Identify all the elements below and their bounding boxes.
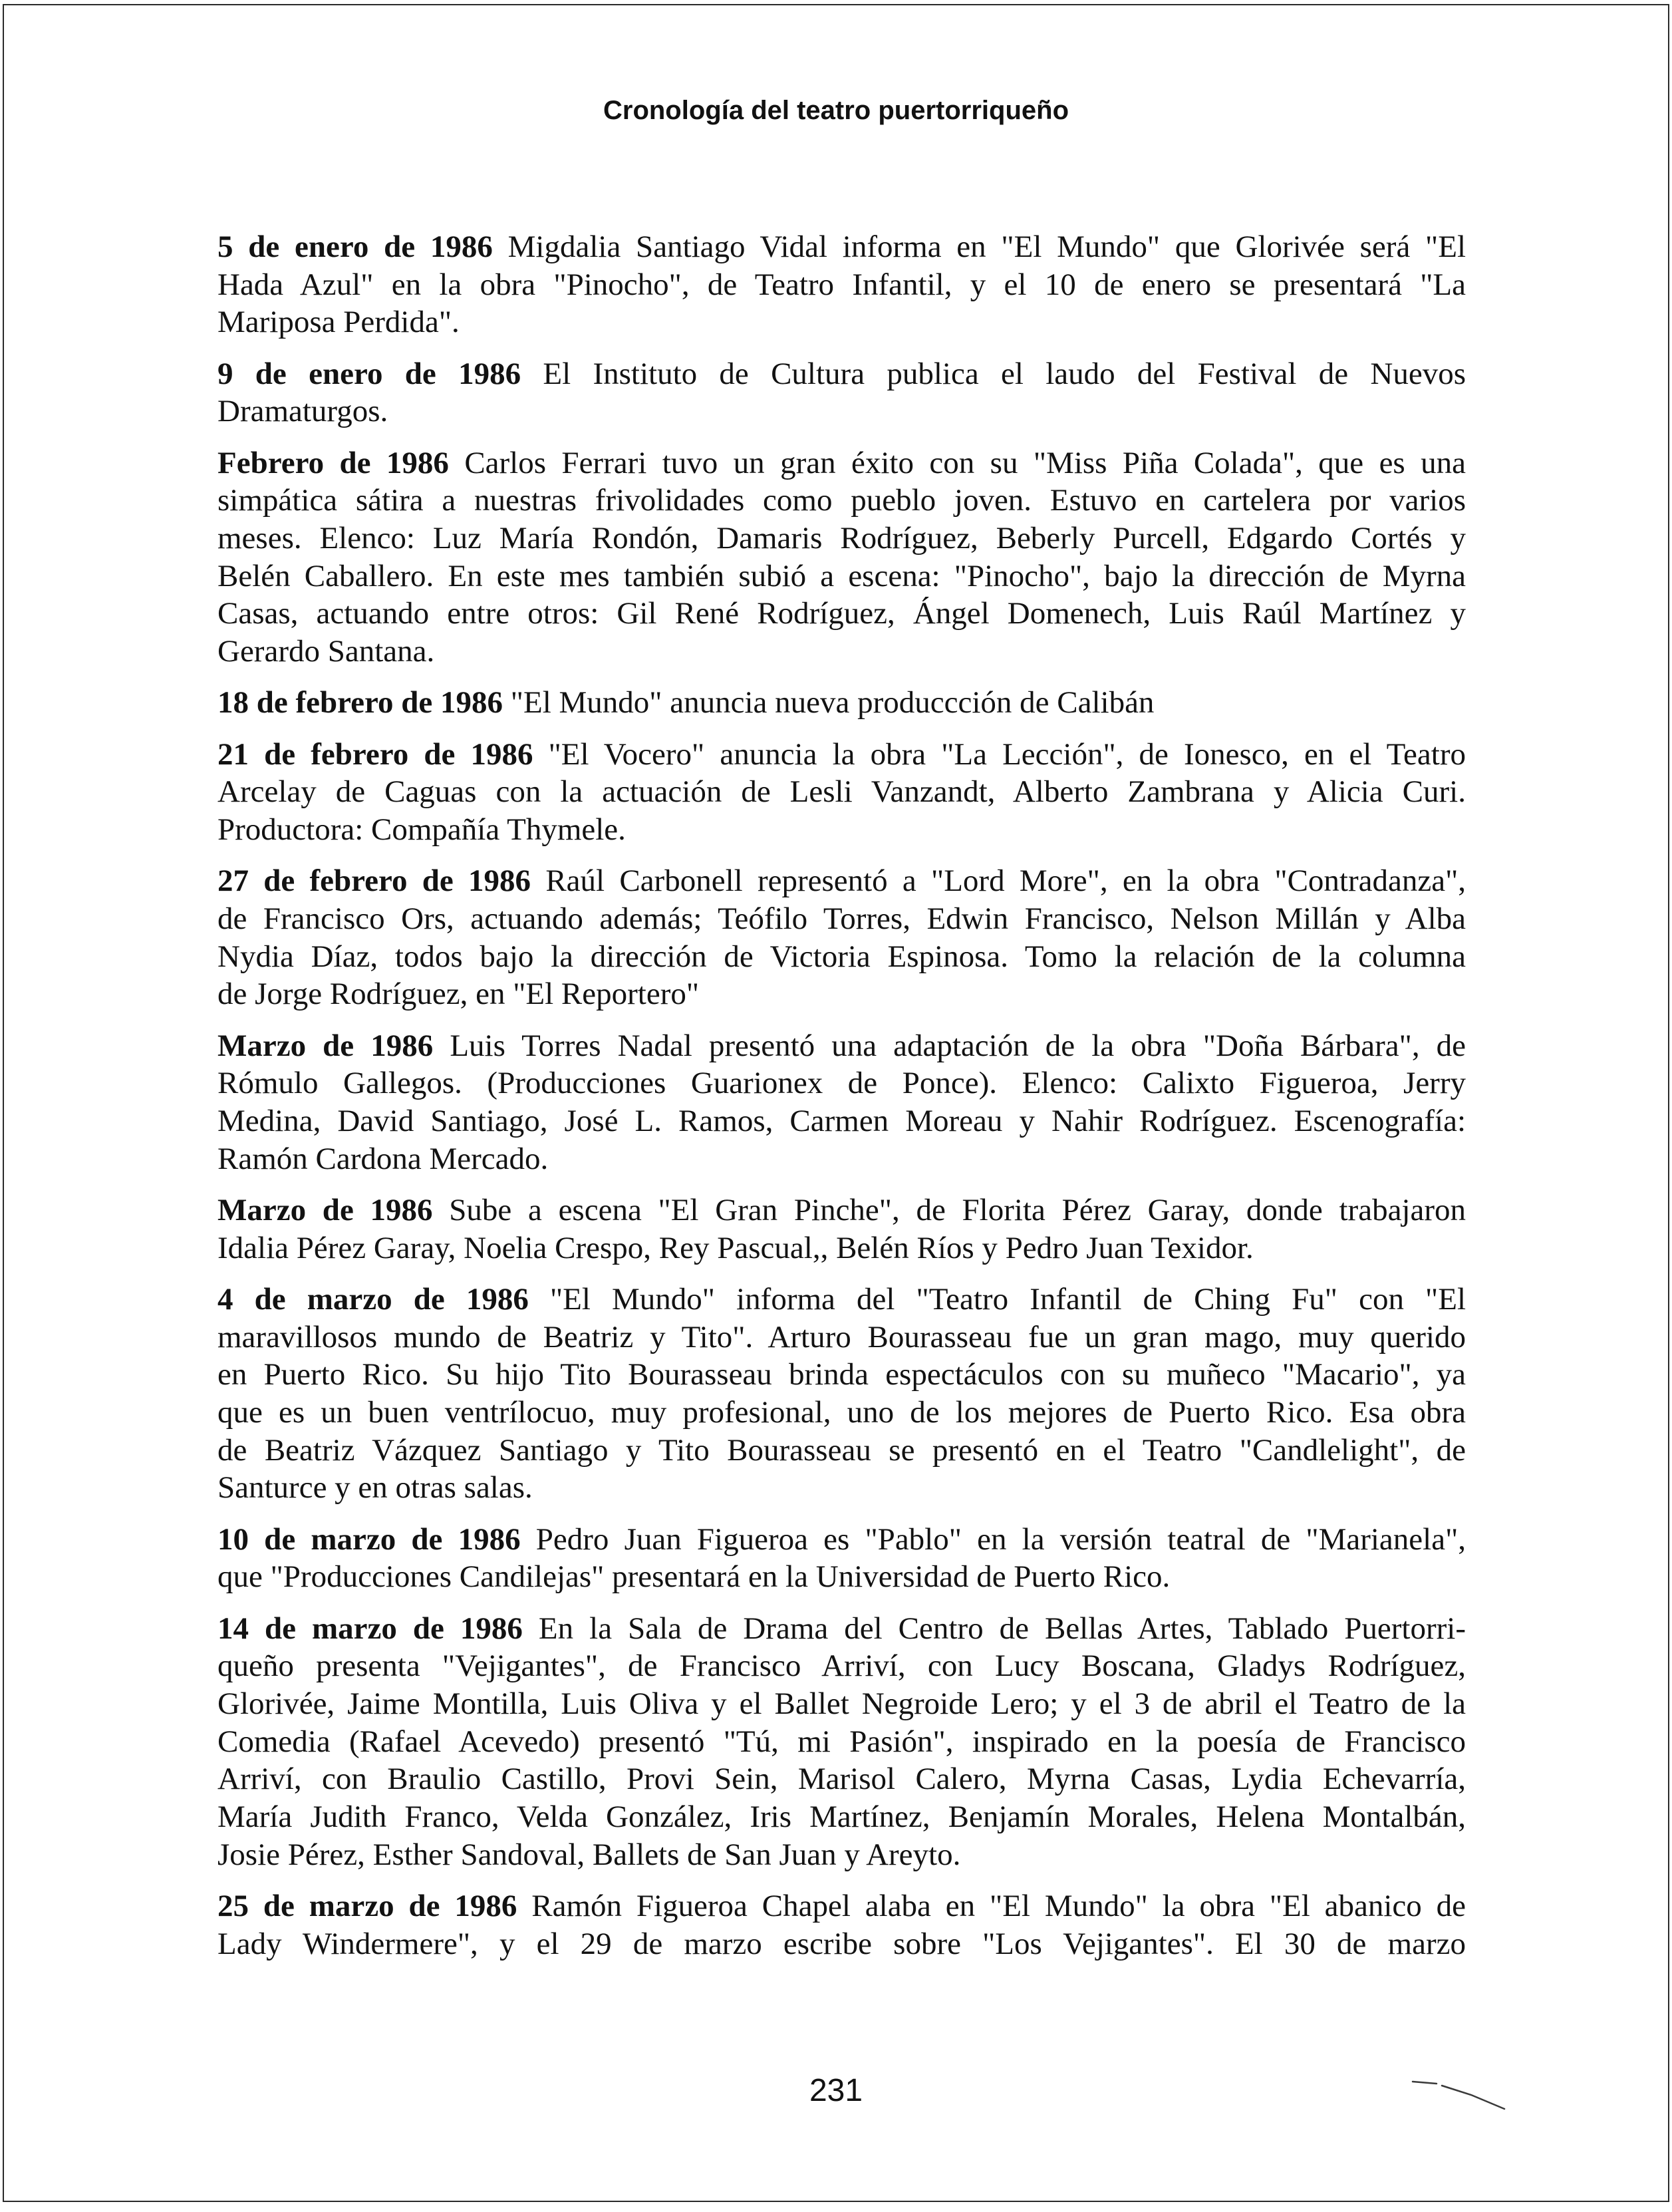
entry-line bbox=[217, 1027, 1466, 1065]
entry-line bbox=[217, 1610, 1466, 1648]
entry-line bbox=[217, 444, 1466, 482]
entry-text: en Puerto Rico. Su hijo Tito Bourasseau brinda espectáculos con su muñeco "Macario", ya bbox=[217, 1357, 1466, 1392]
entry-line bbox=[217, 266, 1466, 304]
entry-text: de Francisco Ors, actuando además; Teófilo Torres, Edwin Francisco, Nelson Millán y Alba bbox=[217, 901, 1466, 936]
entry-line bbox=[217, 393, 1466, 430]
entry-date: 18 de febrero de 1986 bbox=[217, 685, 503, 720]
chronology-entry bbox=[217, 862, 1466, 1013]
entry-line bbox=[217, 1140, 1466, 1178]
entry-line bbox=[217, 1521, 1466, 1559]
chronology-entry bbox=[217, 736, 1466, 849]
entry-text: En la Sala de Drama del Centro de Bellas Artes, Tablado Puertorri- bbox=[538, 1611, 1466, 1646]
entry-text: "El Mundo" anuncia nueva produccción de Calibán bbox=[510, 685, 1155, 720]
entry-text: "El Vocero" anuncia la obra "La Lección", de Ionesco, en el Teatro bbox=[548, 736, 1466, 772]
chronology-entries bbox=[217, 228, 1466, 1963]
entry-line bbox=[217, 1281, 1466, 1319]
entry-date: 27 de febrero de 1986 bbox=[217, 864, 531, 899]
chronology-entry bbox=[217, 1521, 1466, 1596]
entry-text: Carlos Ferrari tuvo un gran éxito con su "Miss Piña Colada", que es una bbox=[464, 445, 1466, 480]
entry-line bbox=[217, 1760, 1466, 1798]
entry-date: 4 de marzo de 1986 bbox=[217, 1281, 529, 1317]
chronology-entry bbox=[217, 1191, 1466, 1267]
entry-text: meses. Elenco: Luz María Rondón, Damaris Rodríguez, Beberly Purcell, Edgardo Cortés y bbox=[217, 521, 1466, 555]
entry-line bbox=[217, 773, 1466, 811]
entry-line bbox=[217, 1685, 1466, 1723]
entry-date: 21 de febrero de 1986 bbox=[217, 736, 533, 772]
entry-date: 14 de marzo de 1986 bbox=[217, 1611, 523, 1646]
entry-line bbox=[217, 633, 1466, 671]
entry-line bbox=[217, 900, 1466, 938]
entry-text: Rómulo Gallegos. (Producciones Guarionex de Ponce). Elenco: Calixto Figueroa, Jerry bbox=[217, 1066, 1466, 1101]
entry-line bbox=[217, 1102, 1466, 1140]
entry-line bbox=[217, 1319, 1466, 1356]
entry-text: simpática sátira a nuestras frivolidades como pueblo joven. Estuvo en cartelera por varios bbox=[217, 483, 1466, 518]
entry-line bbox=[217, 1887, 1466, 1925]
entry-line bbox=[217, 975, 1466, 1013]
entry-line bbox=[217, 1469, 1466, 1507]
entry-text: Productora: Compañía Thymele. bbox=[217, 812, 626, 847]
entry-line bbox=[217, 1064, 1466, 1102]
entry-text: Dramaturgos. bbox=[217, 394, 388, 429]
entry-text: Ramón Cardona Mercado. bbox=[217, 1141, 549, 1176]
entry-text: Santurce y en otras salas. bbox=[217, 1470, 533, 1505]
entry-line bbox=[217, 303, 1466, 341]
entry-line bbox=[217, 684, 1466, 722]
entry-date: 10 de marzo de 1986 bbox=[217, 1521, 521, 1557]
entry-text: Raúl Carbonell representó a "Lord More", en la obra "Contradanza", bbox=[545, 864, 1466, 899]
chronology-entry bbox=[217, 684, 1466, 722]
entry-date: 5 de enero de 1986 bbox=[217, 230, 493, 264]
entry-text: Arcelay de Caguas con la actuación de Lesli Vanzandt, Alberto Zambrana y Alicia Curi. bbox=[217, 774, 1466, 810]
entry-line bbox=[217, 1798, 1466, 1836]
entry-text: Belén Caballero. En este mes también subió a escena: "Pinocho", bajo la dirección de Myrna bbox=[217, 558, 1466, 593]
entry-line bbox=[217, 862, 1466, 900]
entry-text: Hada Azul" en la obra "Pinocho", de Teatro Infantil, y el 10 de enero se presentará "La bbox=[217, 267, 1466, 302]
entry-line bbox=[217, 1191, 1466, 1229]
entry-line bbox=[217, 1558, 1466, 1596]
entry-text: Ramón Figueroa Chapel alaba en "El Mundo" la obra "El abanico de bbox=[531, 1889, 1466, 1924]
entry-text: Medina, David Santiago, José L. Ramos, Carmen Moreau y Nahir Rodríguez. Escenografía: bbox=[217, 1104, 1466, 1138]
entry-text: Luis Torres Nadal presentó una adaptación de la obra "Doña Bárbara", de bbox=[450, 1028, 1466, 1063]
entry-line bbox=[217, 1836, 1466, 1874]
entry-text: queño presenta "Vejigantes", de Francisco Arriví, con Lucy Boscana, Gladys Rodríguez, bbox=[217, 1649, 1466, 1684]
entry-text: Gerardo Santana. bbox=[217, 634, 435, 669]
entry-line bbox=[217, 355, 1466, 393]
entry-line bbox=[217, 811, 1466, 849]
entry-line bbox=[217, 482, 1466, 520]
chronology-entry bbox=[217, 1887, 1466, 1963]
entry-line bbox=[217, 1229, 1466, 1267]
entry-line bbox=[217, 557, 1466, 595]
entry-line bbox=[217, 1925, 1466, 1963]
entry-line bbox=[217, 228, 1466, 266]
pen-stroke bbox=[1442, 2086, 1504, 2109]
entry-text: de Jorge Rodríguez, en "El Reportero" bbox=[217, 977, 700, 1012]
entry-date: Marzo de 1986 bbox=[217, 1028, 434, 1063]
running-head-title: Cronología del teatro puertorriqueño bbox=[603, 96, 1069, 125]
entry-text: Sube a escena "El Gran Pinche", de Florita Pérez Garay, donde trabajaron bbox=[449, 1192, 1466, 1227]
entry-text: de Beatriz Vázquez Santiago y Tito Bourasseau se presentó en el Teatro "Candlelight", de bbox=[217, 1432, 1466, 1468]
entry-text: Glorivée, Jaime Montilla, Luis Oliva y el Ballet Negroide Lero; y el 3 de abril el Teatro de la bbox=[217, 1686, 1466, 1721]
entry-text: Josie Pérez, Esther Sandoval, Ballets de San Juan y Areyto. bbox=[217, 1837, 961, 1872]
entry-date: Marzo de 1986 bbox=[217, 1192, 433, 1227]
entry-text: Idalia Pérez Garay, Noelia Crespo, Rey Pascual,, Belén Ríos y Pedro Juan Texidor. bbox=[217, 1230, 1254, 1265]
entry-text: Lady Windermere", y el 29 de marzo escribe sobre "Los Vejigantes". El 30 de marzo bbox=[217, 1926, 1466, 1961]
pen-mark bbox=[1405, 2074, 1514, 2114]
entry-text: que "Producciones Candilejas" presentará en la Universidad de Puerto Rico. bbox=[217, 1559, 1171, 1595]
entry-text: Comedia (Rafael Acevedo) presentó "Tú, mi Pasión", inspirado en la poesía de Francisco bbox=[217, 1724, 1466, 1759]
entry-text: María Judith Franco, Velda González, Iris Martínez, Benjamín Morales, Helena Montalbán, bbox=[217, 1800, 1466, 1835]
chronology-entry bbox=[217, 1281, 1466, 1507]
entry-text: Nydia Díaz, todos bajo la dirección de Victoria Espinosa. Tomo la relación de la columna bbox=[217, 939, 1466, 974]
chronology-entry bbox=[217, 1610, 1466, 1874]
page-number: 231 bbox=[809, 2073, 863, 2108]
entry-line bbox=[217, 1432, 1466, 1470]
entry-date: 9 de enero de 1986 bbox=[217, 356, 521, 391]
chronology-entry bbox=[217, 228, 1466, 341]
chronology-entry bbox=[217, 444, 1466, 671]
entry-text: que es un buen ventrílocuo, muy profesional, uno de los mejores de Puerto Rico. Esa obra bbox=[217, 1395, 1466, 1430]
entry-line bbox=[217, 1394, 1466, 1432]
entry-date: Febrero de 1986 bbox=[217, 445, 449, 480]
entry-text: Arriví, con Braulio Castillo, Provi Sein, Marisol Calero, Myrna Casas, Lydia Echevarría, bbox=[217, 1762, 1466, 1797]
entry-line bbox=[217, 595, 1466, 633]
entry-text: "El Mundo" informa del "Teatro Infantil de Ching Fu" con "El bbox=[549, 1281, 1466, 1317]
entry-text: Pedro Juan Figueroa es "Pablo" en la versión teatral de "Marianela", bbox=[535, 1521, 1466, 1557]
entry-text: Mariposa Perdida". bbox=[217, 305, 460, 340]
entry-line bbox=[217, 1723, 1466, 1761]
chronology-entry bbox=[217, 1027, 1466, 1178]
entry-text: Casas, actuando entre otros: Gil René Rodríguez, Ángel Domenech, Luis Raúl Martínez y bbox=[217, 596, 1466, 631]
entry-text: maravillosos mundo de Beatriz y Tito". Arturo Bourasseau fue un gran mago, muy querido bbox=[217, 1319, 1466, 1354]
pen-stroke bbox=[1413, 2082, 1437, 2084]
entry-text: Migdalia Santiago Vidal informa en "El Mundo" que Glorivée será "El bbox=[507, 230, 1466, 264]
entry-date: 25 de marzo de 1986 bbox=[217, 1889, 517, 1924]
entry-line bbox=[217, 1647, 1466, 1685]
entry-line bbox=[217, 938, 1466, 976]
entry-line bbox=[217, 736, 1466, 774]
chronology-entry bbox=[217, 355, 1466, 430]
entry-line bbox=[217, 520, 1466, 557]
entry-text: El Instituto de Cultura publica el laudo del Festival de Nuevos bbox=[543, 356, 1466, 391]
entry-line bbox=[217, 1356, 1466, 1394]
